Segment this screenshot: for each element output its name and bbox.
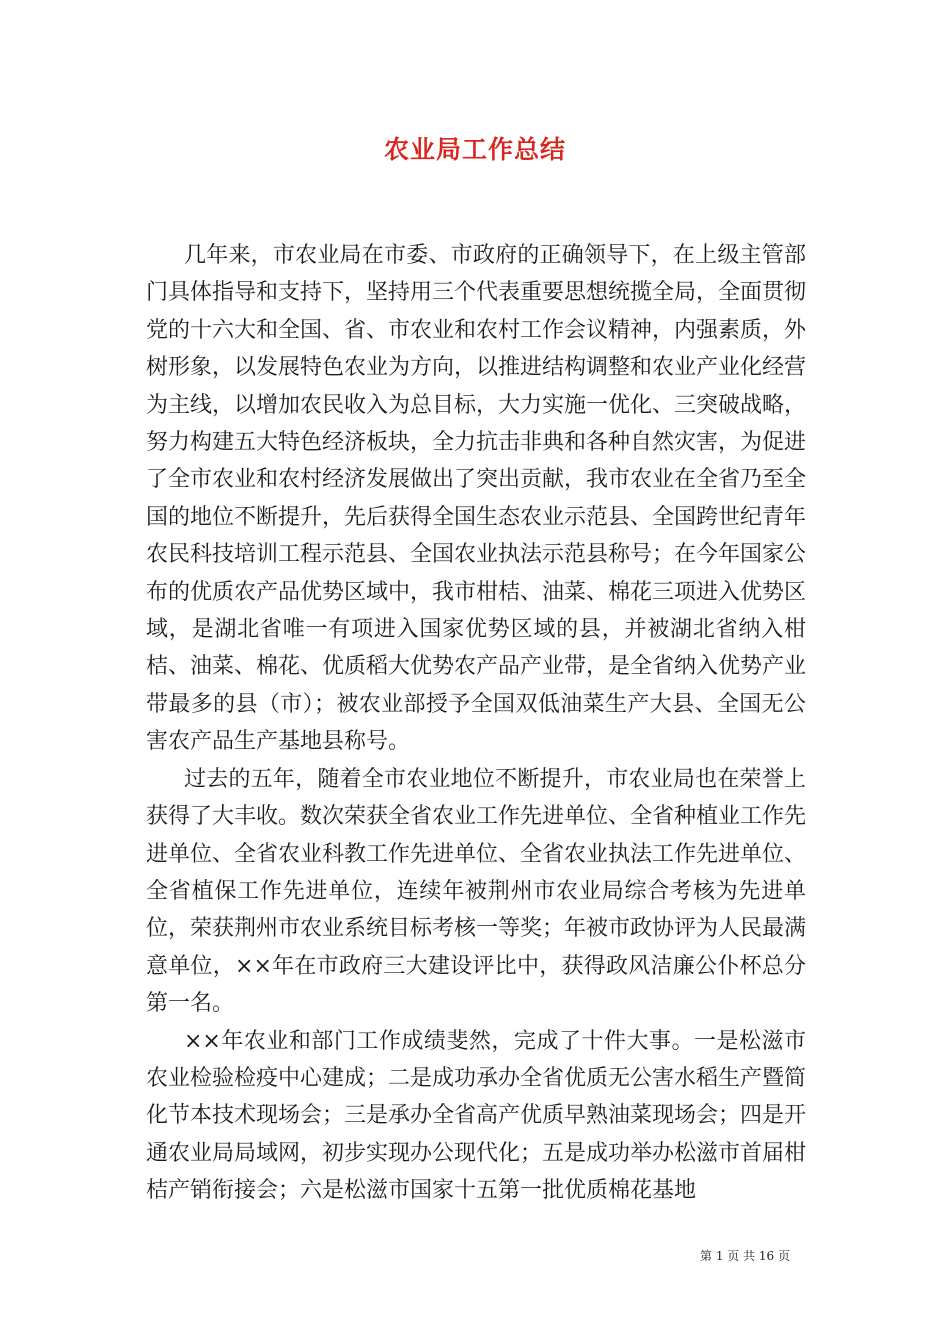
paragraph-1: 几年来，市农业局在市委、市政府的正确领导下，在上级主管部门具体指导和支持下，坚持用三个代表重要思想统揽全局，全面贯彻党的十六大和全国、省、市农业和农村工作会议精神，内强素质，外树形象，以发展特色农业为方向，以推进结构调整和农业产业化经营为主线，以增加农民收入为总目标，大力实施一优化、三突破战略，努力构建五大特色经济板块，全力抗击非典和各种自然灾害，为促进了全市农业和农村经济发展做出了突出贡献，我市农业在全省乃至全国的地位不断提升，先后获得全国生态农业示范县、全国跨世纪青年农民科技培训工程示范县、全国农业执法示范县称号；在今年国家公布的优质农产品优势区域中，我市柑桔、油菜、棉花三项进入优势区域，是湖北省唯一有项进入国家优势区域的县，并被湖北省纳入柑桔、油菜、棉花、优质稻大优势农产品产业带，是全省纳入优势产业带最多的县（市）；被农业部授予全国双低油菜生产大县、全国无公害农产品生产基地县称号。	[146, 243, 807, 755]
document-title: 农业局工作总结	[383, 135, 566, 164]
paragraph-3: ××年农业和部门工作成绩斐然，完成了十件大事。一是松滋市农业检验检疫中心建成；二是成功承办全省优质无公害水稻生产暨简化节本技术现场会；三是承办全省高产优质早熟油菜现场会；四是开通农业局局域网，初步实现办公现代化；五是成功举办松滋市首届柑桔产销衔接会；六是松滋市国家十五第一批优质棉花基地	[146, 1028, 807, 1204]
page-number-footer: 第 1 页 共 16 页	[700, 1249, 790, 1263]
document-body	[146, 237, 806, 1210]
paragraph-2: 过去的五年，随着全市农业地位不断提升，市农业局也在荣誉上获得了大丰收。数次荣获全省农业工作先进单位、全省种植业工作先进单位、全省农业科教工作先进单位、全省农业执法工作先进单位、全省植保工作先进单位，连续年被荆州市农业局综合考核为先进单位，荣获荆州市农业系统目标考核一等奖；年被市政协评为人民最满意单位，××年在市政府三大建设评比中，获得政风洁廉公仆杯总分第一名。	[146, 766, 807, 1017]
